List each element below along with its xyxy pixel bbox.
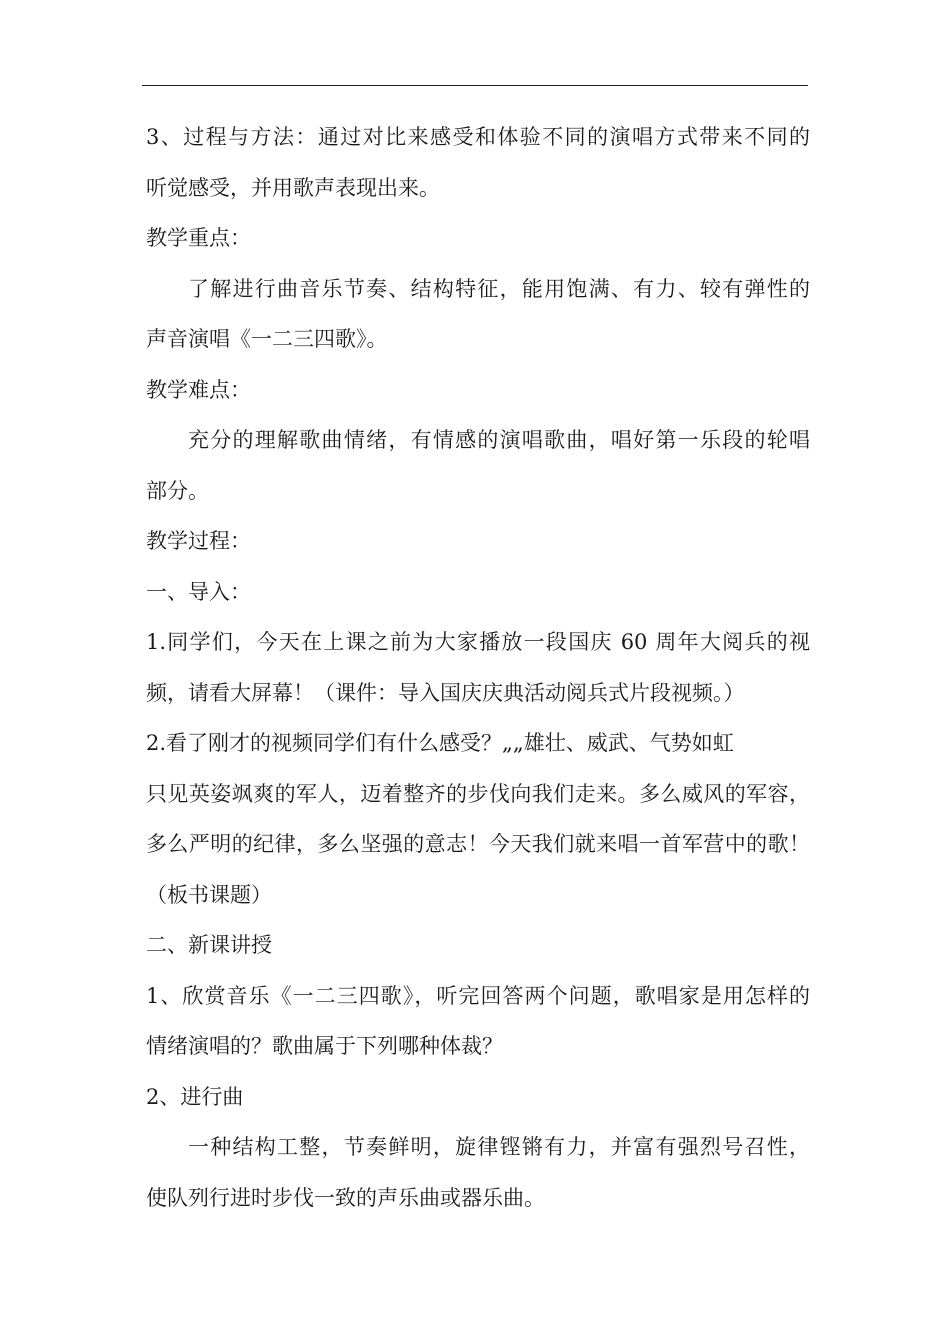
line-intro-1-cont: 频，请看大屏幕！（课件：导入国庆庆典活动阅兵式片段视频。） (146, 680, 745, 705)
header-rule (142, 85, 808, 86)
heading-key-points: 教学重点： (146, 226, 251, 250)
line-key-points: 了解进行曲音乐节奏、结构特征，能用饱满、有力、较有弹性的 (188, 276, 810, 301)
heading-difficulties: 教学难点： (146, 377, 251, 402)
heading-march: 2、进行曲 (146, 1084, 244, 1109)
line-process-method: 3、过程与方法：通过对比来感受和体验不同的演唱方式带来不同的 (146, 125, 810, 149)
line-difficulties-cont: 部分。 (146, 478, 209, 503)
line-key-points-cont: 声音演唱《一二三四歌》。 (146, 327, 388, 351)
line-march-def: 一种结构工整，节奏鲜明，旋律铿锵有力，并富有强烈号召性， (188, 1135, 810, 1159)
line-intro-2-cont-b: 多么严明的纪律，多么坚强的意志！今天我们就来唱一首军营中的歌！ (146, 832, 810, 856)
line-process-method-cont: 听觉感受，并用歌声表现出来。 (146, 175, 440, 200)
heading-introduction: 一、导入： (146, 579, 251, 604)
line-intro-2-cont-a: 只见英姿飒爽的军人，迈着整齐的步伐向我们走来。多么威风的军容， (146, 781, 810, 806)
line-intro-1: 1.同学们，今天在上课之前为大家播放一段国庆 60 周年大阅兵的视 (146, 630, 810, 654)
line-appreciate-cont: 情绪演唱的？歌曲属于下列哪种体裁？ (146, 1034, 503, 1058)
heading-new-lesson: 二、新课讲授 (146, 933, 272, 957)
line-board-title: （板书课题） (146, 882, 272, 907)
line-appreciate: 1、欣赏音乐《一二三四歌》，听完回答两个问题，歌唱家是用怎样的 (146, 983, 810, 1008)
line-intro-2: 2.看了刚才的视频同学们有什么感受？„„雄壮、威武、气势如虹 (146, 731, 734, 755)
line-march-def-cont: 使队列行进时步伐一致的声乐曲或器乐曲。 (146, 1185, 545, 1210)
heading-teaching-process: 教学过程： (146, 529, 251, 553)
document-body (146, 112, 810, 1223)
line-difficulties: 充分的理解歌曲情绪，有情感的演唱歌曲，唱好第一乐段的轮唱 (188, 428, 810, 452)
